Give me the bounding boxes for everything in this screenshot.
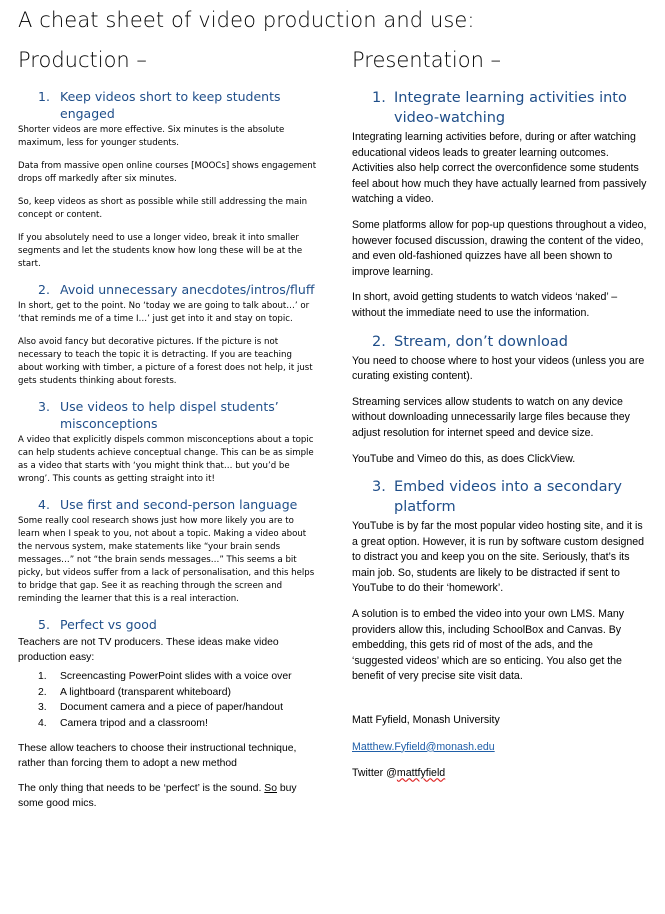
twitter-handle: mattfyfield [396, 767, 446, 780]
paragraph: Some platforms allow for pop-up questions throughout a video, however focused discussion, drawing the content of the video, and even old-fashioned quizzes have all been shown to improve learning. [352, 218, 647, 278]
list-item [18, 716, 318, 732]
paragraph: Data from massive open online courses [MOOCs] shows engagement drops off markedly after six minutes. [18, 161, 317, 184]
section-number: 2. [372, 333, 386, 350]
section-title: Use first and second-person language [60, 497, 298, 512]
section-number: 2. [38, 282, 50, 297]
section-number: 3. [372, 479, 386, 496]
production-section-2 [18, 281, 318, 388]
section-number: 3. [38, 399, 50, 414]
final-underlined-text: So [264, 783, 277, 794]
paragraph: Streaming services allow students to watch on any device without downloading unnecessarily large files because they adjust resolution for internet speed and device size. [352, 395, 630, 439]
list-number: 4. [38, 717, 47, 729]
section-heading [18, 398, 318, 432]
section-heading [352, 88, 647, 128]
author-name: Matt Fyfield, Monash University [352, 714, 500, 727]
list-number: 1. [38, 671, 47, 682]
presentation-section-3 [352, 477, 647, 685]
section-title: Stream, don’t download [394, 333, 568, 350]
production-column [18, 48, 318, 821]
paragraph: In short, avoid getting students to watch videos ‘naked’ – without the immediate need to use the information. [352, 291, 618, 319]
final-text-end: buy some good mics. [18, 783, 297, 809]
list-text: Screencasting PowerPoint slides with a voice over [60, 671, 292, 682]
section-title: Perfect vs good [60, 617, 157, 632]
section-heading [18, 496, 318, 513]
twitter-prefix: Twitter @ [352, 767, 397, 780]
section-heading [18, 281, 318, 298]
list-item [18, 669, 318, 685]
section-number: 1. [372, 90, 386, 106]
section-number: 5. [38, 617, 50, 632]
presentation-section-2 [352, 332, 647, 468]
paragraph: YouTube and Vimeo do this, as does ClickView. [352, 452, 576, 465]
production-section-5 [18, 616, 318, 811]
section-heading [352, 477, 647, 517]
section-heading [18, 616, 318, 633]
section-heading [18, 88, 318, 122]
production-section-1 [18, 88, 318, 271]
email-link[interactable]: Matthew.Fyfield@monash.edu [352, 740, 495, 753]
section-title: Avoid unnecessary anecdotes/intros/fluff [60, 282, 315, 297]
paragraph: You need to choose where to host your videos (unless you are curating existing content). [352, 354, 645, 383]
paragraph: Integrating learning activities before, during or after watching educational videos leads to greater learning outcomes. Activities also help correct the overconfidence some students feel about how much they have actually learned from passively watching a video. [352, 131, 647, 206]
page-title: A cheat sheet of video production and use: [18, 8, 475, 32]
paragraph: If you absolutely need to use a longer video, break it into smaller segments and let the students know how long these will be at the start. [18, 233, 303, 269]
presentation-heading: Presentation – [352, 48, 502, 72]
list-number: 2. [38, 686, 47, 698]
paragraph: YouTube is by far the most popular video hosting site, and it is a great option. However, it is run by software custom designed to distract you and keep you on the site. Seriously, that’s its main job. So, students are likely to be distracted if sent to YouTube to do their ‘homework’. [352, 520, 645, 595]
section-title: Keep videos short to keep students engaged [60, 89, 281, 121]
paragraph: So, keep videos as short as possible while still addressing the main concept or content. [18, 197, 308, 220]
section-title: Integrate learning activities into video-watching [394, 90, 627, 126]
paragraph: A solution is to embed the video into your own LMS. Many providers allow this, including SchoolBox and Canvas. By embedding, this gets rid of most of the ads, and the ‘suggested videos’ which are so enticing. You also get the benefit of very precise site visit data. [352, 608, 625, 683]
final-text: The only thing that needs to be ‘perfect’ is the sound. [18, 783, 265, 794]
presentation-column [352, 48, 647, 793]
production-heading: Production – [18, 48, 147, 72]
paragraph: In short, get to the point. No ‘today we are going to talk about…’ or ‘that reminds me of a time I…’ just get into it and stay on topic. [18, 301, 310, 324]
paragraph: Some really cool research shows just how more likely you are to learn when I speak to you, not about a topic. Making a video about the nervous system, make statements like “your brain sends messages…” not “the brain sends messages…” This seems a bit picky, but videos suffer from a lack of personalisation, and this helps to bridge that gap. See it as reaching through the screen and reminding the learner that this is a real interaction. [18, 516, 315, 604]
list-item [18, 700, 318, 716]
section-title: Use videos to help dispel students’ misconceptions [60, 399, 279, 431]
paragraph: Shorter videos are more effective. Six minutes is the absolute maximum, less for younger students. [18, 125, 285, 148]
contact-block [352, 713, 647, 782]
section-title: Embed videos into a secondary platform [394, 479, 623, 516]
paragraph: Teachers are not TV producers. These ideas make video production easy: [18, 637, 279, 663]
paragraph: These allow teachers to choose their instructional technique, rather than forcing them to adopt a new method [18, 743, 297, 769]
list-text: Camera tripod and a classroom! [60, 717, 208, 729]
paragraph: Also avoid fancy but decorative pictures. If the picture is not necessary to teach the topic it is detracting. If you are teaching about working with timber, a picture of a forest does not help, it just gets students thinking about forests. [18, 337, 313, 386]
list-number: 3. [38, 702, 47, 713]
production-section-4 [18, 496, 318, 606]
twitter-line [352, 766, 647, 782]
paragraph [18, 781, 318, 811]
list-text: Document camera and a piece of paper/handout [60, 702, 283, 713]
presentation-section-1 [352, 88, 647, 322]
equipment-list [18, 669, 318, 731]
section-heading [352, 332, 647, 352]
list-item [18, 685, 318, 701]
email-line [352, 740, 647, 756]
section-number: 1. [38, 89, 50, 104]
paragraph: A video that explicitly dispels common misconceptions about a topic can help students achieve conceptual change. This can be as simple as a video that starts with ‘you might think that… but you’d be wrong’. This counts as getting straight into it! [18, 435, 314, 484]
list-text: A lightboard (transparent whiteboard) [60, 686, 231, 698]
production-section-3 [18, 398, 318, 486]
section-number: 4. [38, 497, 50, 512]
